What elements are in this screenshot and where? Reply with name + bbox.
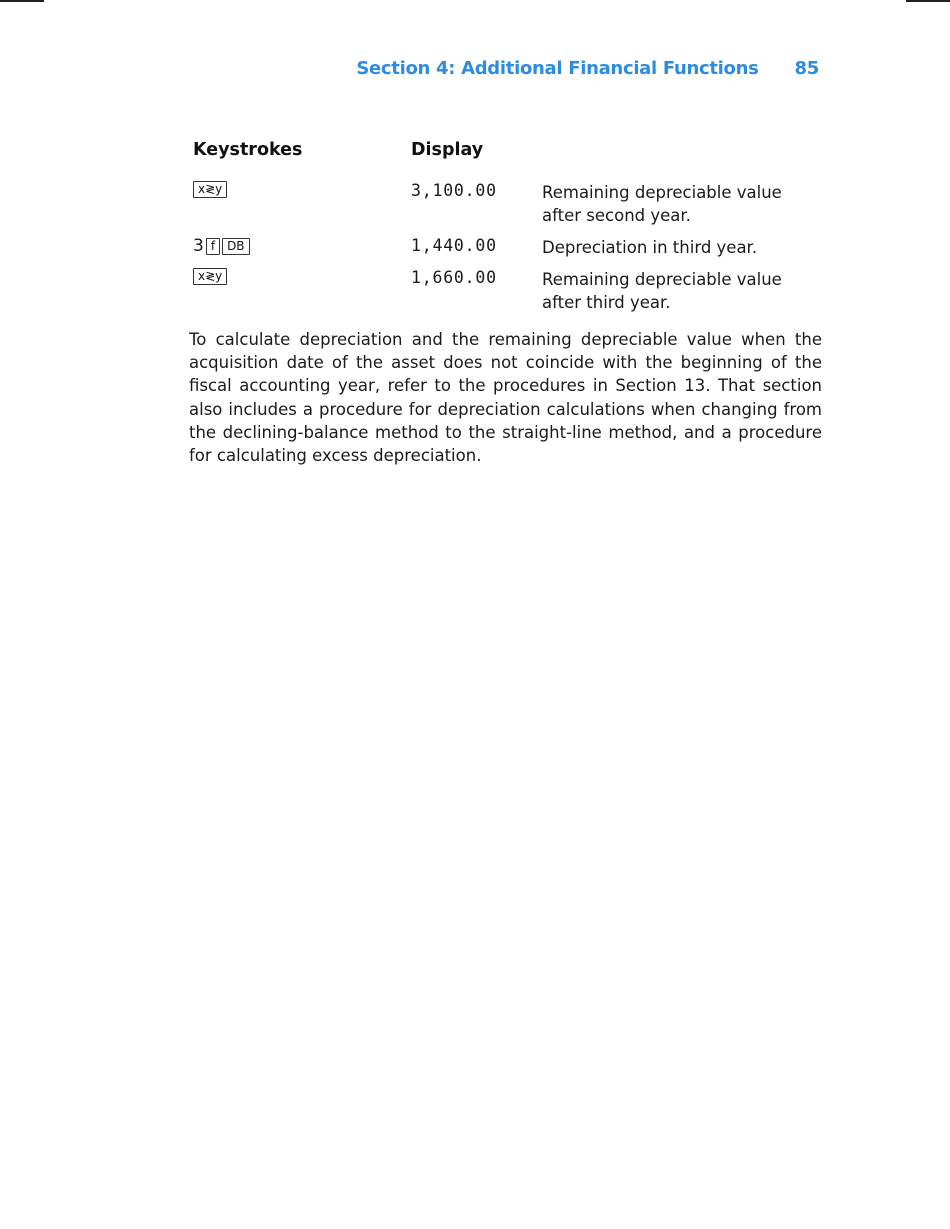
- display-column-header: Display: [411, 140, 484, 160]
- keystrokes-column-header: Keystrokes: [193, 140, 303, 160]
- keystroke-cell: [193, 236, 252, 256]
- display-value: 1,660.00: [411, 268, 497, 287]
- crop-mark-left-tick: [43, 0, 44, 2]
- display-value: 3,100.00: [411, 181, 497, 200]
- row-description: Remaining depreciable value after third year.: [542, 270, 782, 312]
- x-swap-y-key: x≷y: [193, 181, 227, 198]
- x-swap-y-key: x≷y: [193, 268, 227, 285]
- keystroke-cell: [193, 181, 229, 198]
- keystroke-cell: [193, 268, 229, 285]
- body-paragraph: To calculate depreciation and the remaining depreciable value when the acquisition date of the asset does not coincide with the beginning of the fiscal accounting year, refer to the procedures in Section 13. That section also includes a procedure for depreciation calculations when changing from the declining-balance method to the straight-line method, and a procedure for calculating excess depreciation.: [189, 330, 822, 466]
- section-title: Section 4: Additional Financial Functions: [356, 58, 759, 79]
- crop-mark-left: [0, 0, 43, 2]
- row-description: Depreciation in third year.: [542, 238, 758, 257]
- row-description: Remaining depreciable value after second year.: [542, 183, 782, 225]
- display-value: 1,440.00: [411, 236, 497, 255]
- digit-entry: 3: [193, 236, 204, 256]
- page-header: [356, 58, 819, 79]
- crop-mark-right-tick: [906, 0, 907, 2]
- f-key: f: [206, 238, 220, 255]
- page-number: 85: [794, 58, 819, 79]
- db-key: DB: [222, 238, 249, 255]
- crop-mark-right: [907, 0, 950, 2]
